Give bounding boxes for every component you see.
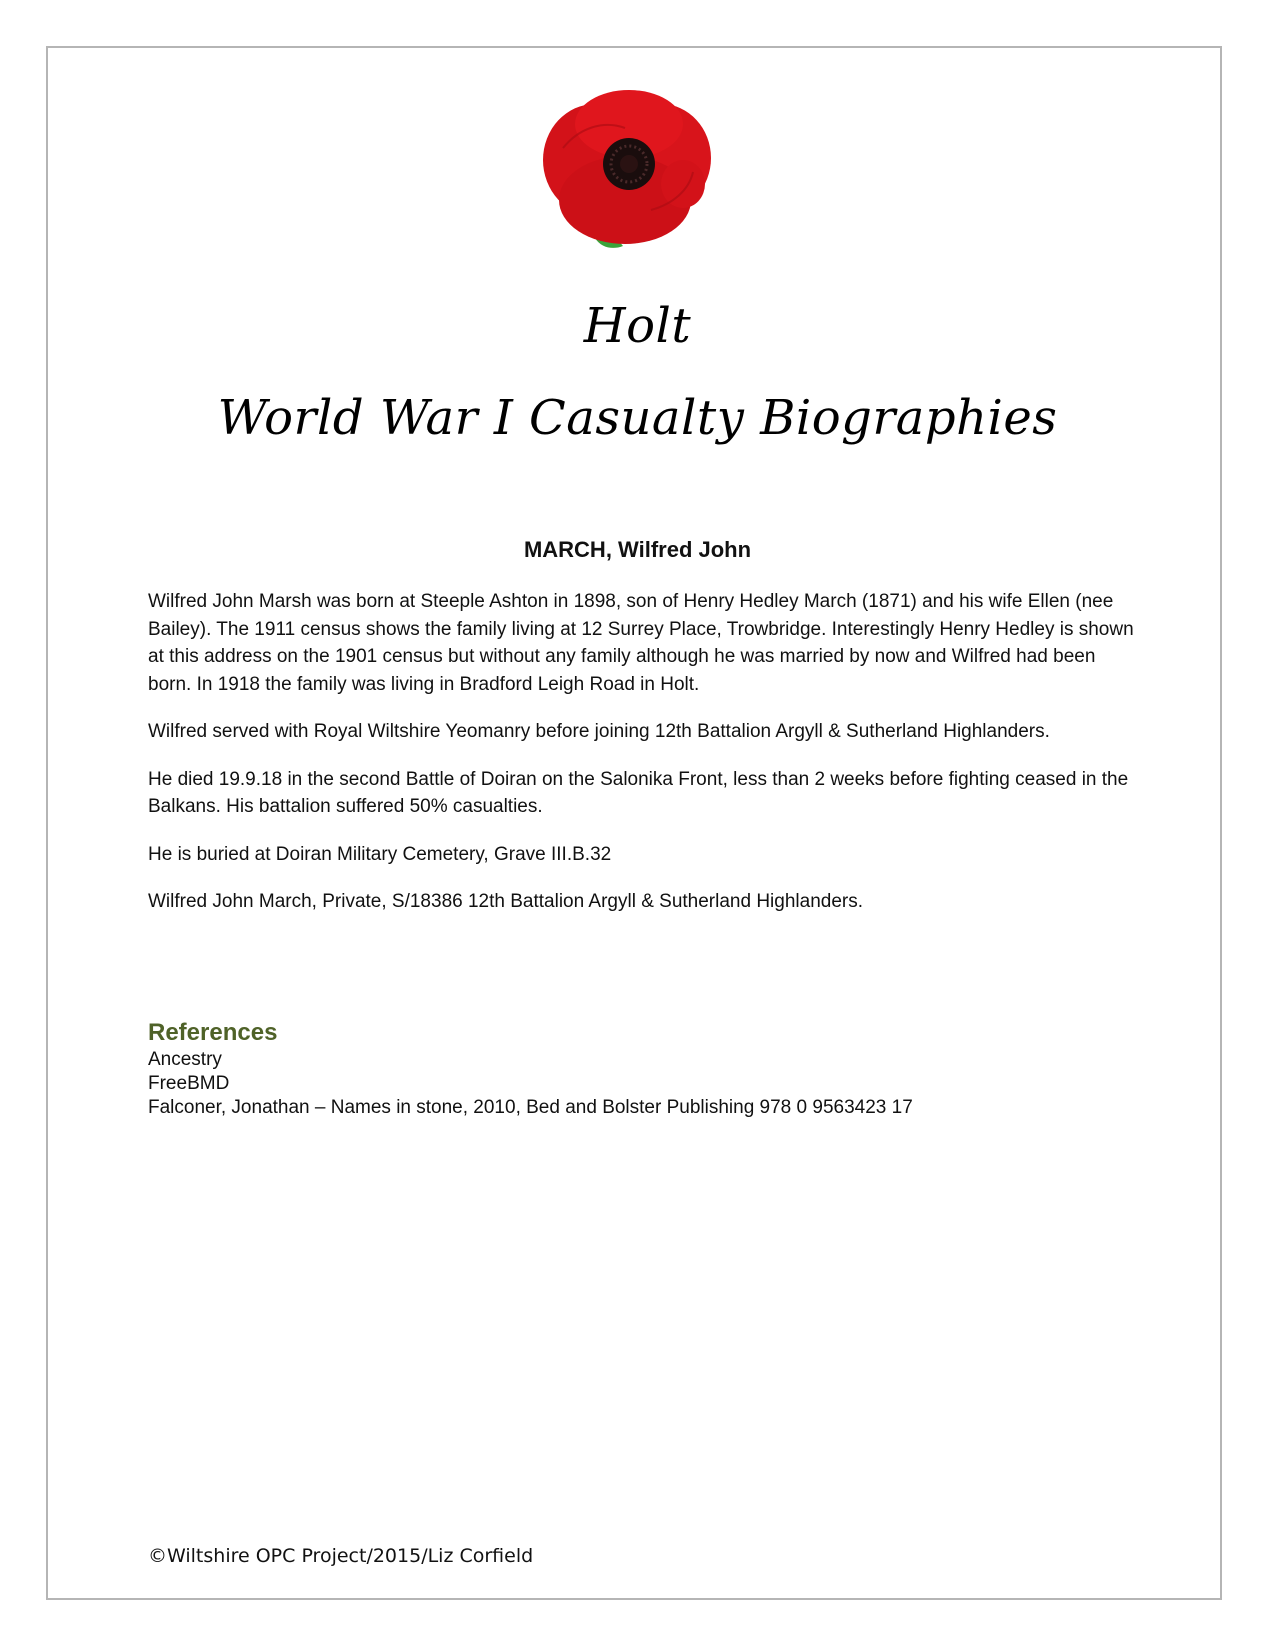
poppy-center-core: [620, 155, 638, 173]
page-subtitle: World War I Casualty Biographies: [217, 390, 1058, 446]
references-list: [148, 1048, 1138, 1120]
references-heading: References: [148, 1019, 278, 1046]
reference-item: Ancestry: [148, 1049, 222, 1070]
biography-body: [148, 588, 1138, 936]
poppy-icon: [533, 88, 723, 258]
copyright-footer: ©Wiltshire OPC Project/2015/Liz Corfield: [148, 1545, 534, 1567]
paragraph-birth: Wilfred John Marsh was born at Steeple Ashton in 1898, son of Henry Hedley March (1871) and his wife Ellen (nee Bailey). The 1911 census shows the family living at 12 Surrey Place, Trowbridge. Interestingly Henry Hedley is shown at this address on the 1901 census but without any family although he was married by now and Wilfred had been born. In 1918 the family was living in Bradford Leigh Road in Holt.: [148, 591, 1134, 695]
reference-item: FreeBMD: [148, 1073, 230, 1094]
paragraph-death: He died 19.9.18 in the second Battle of Doiran on the Salonika Front, less than 2 weeks before fighting ceased in the Balkans. His battalion suffered 50% casualties.: [148, 768, 1129, 817]
poppy-petal: [661, 160, 705, 208]
paragraph-service: Wilfred served with Royal Wiltshire Yeomanry before joining 12th Battalion Argyll & Sutherland Highlanders.: [148, 721, 1050, 742]
paragraph-record: Wilfred John March, Private, S/18386 12th Battalion Argyll & Sutherland Highlanders.: [148, 891, 863, 912]
references-section: [148, 1018, 1138, 1120]
paragraph-burial: He is buried at Doiran Military Cemetery, Grave III.B.32: [148, 843, 612, 865]
biography-heading: MARCH, Wilfred John: [523, 537, 752, 562]
page-title: Holt: [583, 298, 692, 354]
reference-item: Falconer, Jonathan – Names in stone, 2010, Bed and Bolster Publishing 978 0 9563423 17: [148, 1097, 913, 1118]
